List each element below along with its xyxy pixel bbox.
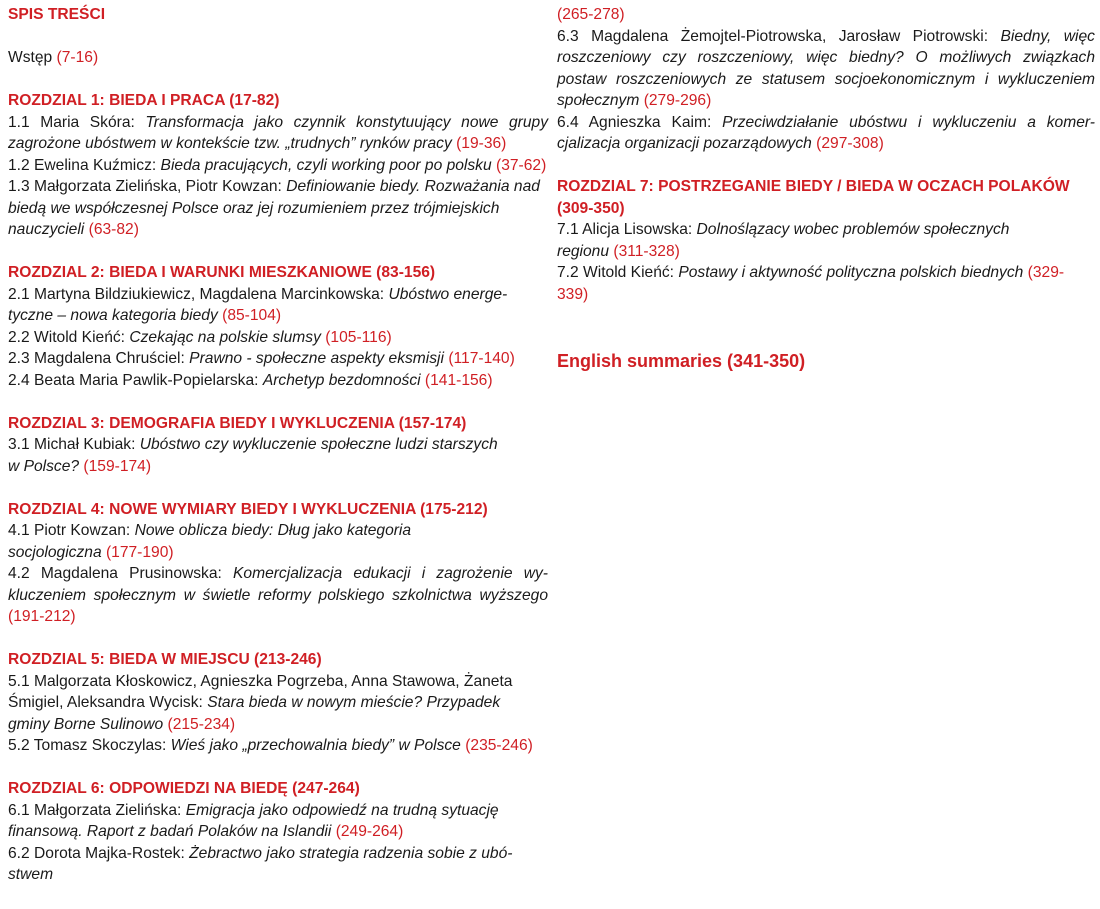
toc-entry xyxy=(8,176,548,241)
toc-entry xyxy=(8,370,548,392)
entry-title: Przeciwdziałanie ubóstwu i wykluczeniu a komer-cjalizacja organizacji pozarządowych xyxy=(557,113,1095,152)
entry-pages: (191-212) xyxy=(8,608,76,625)
entry-pages: (85-104) xyxy=(222,307,282,324)
entry-author: 6.1 Małgorzata Zielińska: xyxy=(8,801,186,819)
entry-author: 2.2 Witold Kieńć: xyxy=(8,328,130,346)
chapter-heading: ROZDZIAL 5: BIEDA W MIEJSCU (213-246) xyxy=(8,651,322,668)
toc-entry xyxy=(8,520,438,563)
toc-entry xyxy=(8,843,548,886)
entry-title: Definiowanie biedy. Rozważania nad biedą we współczesnej Polsce oraz jej rozumieniem przez trójmiejskich nauczycieli xyxy=(8,178,540,238)
entry-pages: (329-339) xyxy=(557,264,1065,303)
entry-title: Czekając na polskie slumsy xyxy=(129,328,321,346)
entry-pages: (297-308) xyxy=(816,135,884,152)
entry-pages: (279-296) xyxy=(643,92,712,109)
entry-author: 1.1 Maria Skóra: xyxy=(8,113,146,131)
entry-author: 6.4 Agnieszka Kaim: xyxy=(557,113,723,131)
toc-title: SPIS TREŚCI xyxy=(8,6,106,23)
entry-pages: (37-62) xyxy=(496,156,547,174)
entry-author: 7.2 Witold Kieńć: xyxy=(557,264,679,281)
chapter-heading: ROZDZIAL 6: ODPOWIEDZI NA BIEDĘ (247-264) xyxy=(8,780,360,797)
toc-entry xyxy=(8,735,548,757)
entry-pages: (215-234) xyxy=(167,715,236,733)
toc-entry xyxy=(557,262,1095,305)
entry-title: Wieś jako „przechowalnia biedy” w Polsce xyxy=(170,737,461,754)
toc-right-column xyxy=(557,4,1095,374)
entry-title: Dolnoślązacy wobec problemów społecznych regionu xyxy=(557,221,1010,260)
toc-entry xyxy=(8,563,548,628)
toc-entry xyxy=(8,671,533,736)
toc-entry xyxy=(8,327,548,349)
entry-pages: (105-116) xyxy=(325,328,392,346)
toc-entry xyxy=(8,155,548,177)
intro-entry xyxy=(8,47,548,69)
entry-title: Ubóstwo energe-tyczne – nowa kategoria biedy xyxy=(8,285,508,324)
toc-entry xyxy=(557,112,1095,155)
chapter-heading: ROZDZIAL 4: NOWE WYMIARY BIEDY I WYKLUCZENIA (175-212) xyxy=(8,500,488,518)
entry-pages: (159-174) xyxy=(83,457,152,475)
entry-author: 4.2 Magdalena Prusinowska: xyxy=(8,565,233,582)
entry-pages: (177-190) xyxy=(105,543,174,561)
entry-pages: (235-246) xyxy=(465,737,533,754)
entry-pages: (249-264) xyxy=(335,823,404,840)
entry-title: Komercjalizacja edukacji i zagrożenie wy-kluczeniem społecznym w świetle reformy polskiego szkolnictwa wyższego xyxy=(8,565,548,604)
entry-title: Bieda pracujących, czyli working poor po polsku xyxy=(160,156,492,174)
toc-entry xyxy=(8,434,513,477)
entry-pages: (63-82) xyxy=(88,221,139,238)
entry-title: Stara bieda w nowym mieście? Przypadek gminy Borne Sulinowo xyxy=(8,694,501,733)
entry-author: 5.2 Tomasz Skoczylas: xyxy=(8,737,171,754)
entry-title: Archetyp bezdomności xyxy=(262,371,421,389)
toc-left-column xyxy=(8,4,548,886)
chapter-heading: ROZDZIAL 1: BIEDA I PRACA (17-82) xyxy=(8,92,280,109)
entry-author: 2.4 Beata Maria Pawlik-Popielarska: xyxy=(8,371,263,389)
entry-author: 7.1 Alicja Lisowska: xyxy=(557,221,697,238)
entry-author: 2.1 Martyna Bildziukiewicz, Magdalena Marcinkowska: xyxy=(8,285,389,303)
chapter-heading: ROZDZIAL 7: POSTRZEGANIE BIEDY / BIEDA W OCZACH POLAKÓW (309-350) xyxy=(557,178,1070,217)
entry-pages: (19-36) xyxy=(456,135,507,152)
toc-entry xyxy=(8,112,548,155)
toc-entry xyxy=(8,348,548,370)
entry-title: Prawno - społeczne aspekty eksmisji xyxy=(189,350,444,367)
entry-author: 3.1 Michał Kubiak: xyxy=(8,436,140,453)
entry-title: Ubóstwo czy wykluczenie społeczne ludzi starszych w Polsce? xyxy=(8,436,498,475)
entry-pages: (265-278) xyxy=(557,6,625,23)
intro-label: Wstęp xyxy=(8,49,53,66)
entry-author: 2.3 Magdalena Chruściel: xyxy=(8,350,190,367)
entry-author: 4.1 Piotr Kowzan: xyxy=(8,522,135,539)
chapter-heading: ROZDZIAL 2: BIEDA I WARUNKI MIESZKANIOWE (83-156) xyxy=(8,264,436,281)
entry-title: Nowe oblicza biedy: Dług jako kategoria socjologiczna xyxy=(8,522,412,561)
toc-entry-continued xyxy=(557,4,1095,26)
toc-entry xyxy=(557,26,1095,112)
entry-pages: (311-328) xyxy=(613,242,680,260)
entry-title: Biedny, więc roszczeniowy czy roszczeniowy, więc biedny? O możliwych związkach postaw roszczeniowych ze statusem socjoekonomicznym i wykluczeniem społecznym xyxy=(557,27,1095,109)
entry-pages: (117-140) xyxy=(448,350,515,367)
english-summaries: English summaries (341-350) xyxy=(557,351,806,371)
entry-author: 6.3 Magdalena Żemojtel-Piotrowska, Jarosław Piotrowski: xyxy=(557,27,1001,45)
entry-title: Transformacja jako czynnik konstytuujący nowe grupy zagrożone ubóstwem w kontekście tzw. „trudnych” rynków pracy xyxy=(8,113,548,152)
entry-title: Emigracja jako odpowiedź na trudną sytuację finansową. Raport z badań Polaków na Islandii xyxy=(8,801,499,840)
entry-author: 1.3 Małgorzata Zielińska, Piotr Kowzan: xyxy=(8,178,287,195)
toc-entry xyxy=(8,284,548,327)
intro-pages: (7-16) xyxy=(56,49,99,66)
entry-pages: (141-156) xyxy=(424,371,493,389)
toc-entry xyxy=(557,219,1037,262)
entry-author: 5.1 Malgorzata Kłoskowicz, Agnieszka Pogrzeba, Anna Stawowa, Żaneta Śmigiel, Aleksandra Wycisk: xyxy=(8,672,513,711)
toc-entry xyxy=(8,800,533,843)
chapter-heading: ROZDZIAL 3: DEMOGRAFIA BIEDY I WYKLUCZENIA (157-174) xyxy=(8,414,467,432)
entry-author: 6.2 Dorota Majka-Rostek: xyxy=(8,844,190,862)
entry-title: Postawy i aktywność polityczna polskich biednych xyxy=(678,264,1024,281)
entry-author: 1.2 Ewelina Kuźmicz: xyxy=(8,156,161,174)
entry-title: Żebractwo jako strategia radzenia sobie z ubó-stwem xyxy=(8,844,513,883)
